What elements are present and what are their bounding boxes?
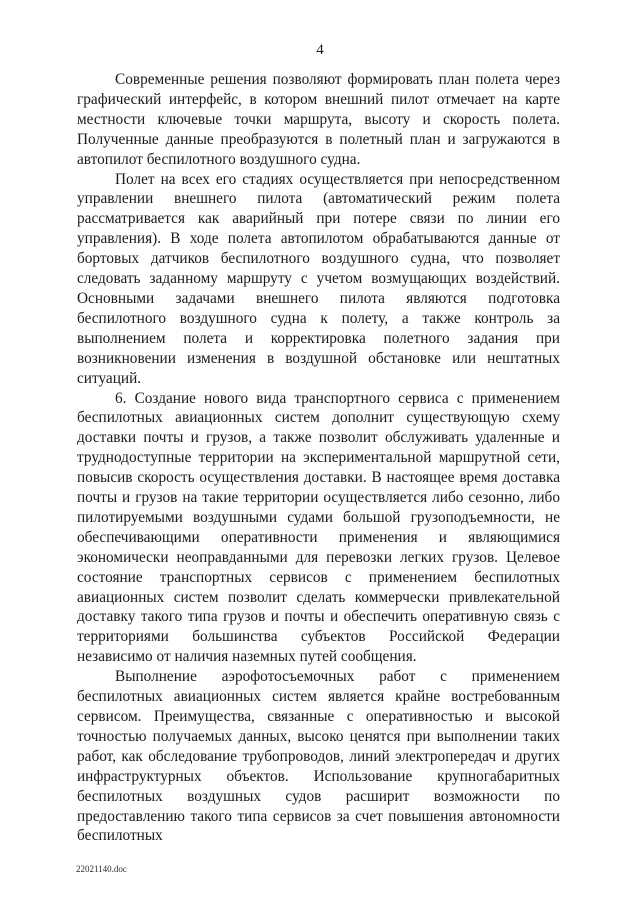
file-name-footer: 22021140.doc xyxy=(76,864,127,874)
document-body xyxy=(77,70,560,846)
paragraph-aerial-survey: Выполнение аэрофотосъемочных работ с применением беспилотных авиационных систем является крайне востребованным сервисом. Преимущества, связанные с оперативностью и высокой точностью получаемых данных, высоко ценятся при выполнении таких работ, как обследование трубопроводов, линий электропередач и других инфраструктурных объектов. Использование крупногабаритных беспилотных воздушных судов расширит возможности по предоставлению такого типа сервисов за счет повышения автономности беспилотных xyxy=(77,668,560,845)
paragraph-flight-plan: Современные решения позволяют формировать план полета через графический интерфейс, в котором внешний пилот отмечает на карте местности ключевые точки маршрута, высоту и скорость полета. Полученные данные преобразуются в полетный план и загружаются в автопилот беспилотного воздушного судна. xyxy=(77,71,560,168)
paragraph-flight-control: Полет на всех его стадиях осуществляется при непосредственном управлении внешнего пилота (автоматический режим полета рассматривается как аварийный при потере связи по линии его управления). В ходе полета автопилотом обрабатываются данные от бортовых датчиков беспилотного воздушного судна, что позволяет следовать заданному маршруту с учетом возмущающих воздействий. Основными задачами внешнего пилота являются подготовка беспилотного воздушного судна к полету, а также контроль за выполнением полета и корректировка полетного задания при возникновении изменения в воздушной обстановке или нештатных ситуаций. xyxy=(77,170,560,387)
paragraph-transport-service: 6. Создание нового вида транспортного сервиса с применением беспилотных авиационных систем дополнит существующую схему доставки почты и грузов, а также позволит обслуживать удаленные и труднодоступные территории на экспериментальной маршрутной сети, повысив скорость осуществления доставки. В настоящее время доставка почты и грузов на такие территории осуществляется либо сезонно, либо пилотируемыми воздушными судами большой грузоподъемности, не обеспечивающими оперативности применения и являющимися экономически неоправданными для перевозки легких грузов. Целевое состояние транспортных сервисов с применением беспилотных авиационных систем позволит сделать коммерчески привлекательной доставку такого типа грузов и почты и обеспечить оперативную связь с территориями большинства субъектов Российской Федерации независимо от наличия наземных путей сообщения. xyxy=(77,389,560,666)
page-number: 4 xyxy=(316,42,324,58)
